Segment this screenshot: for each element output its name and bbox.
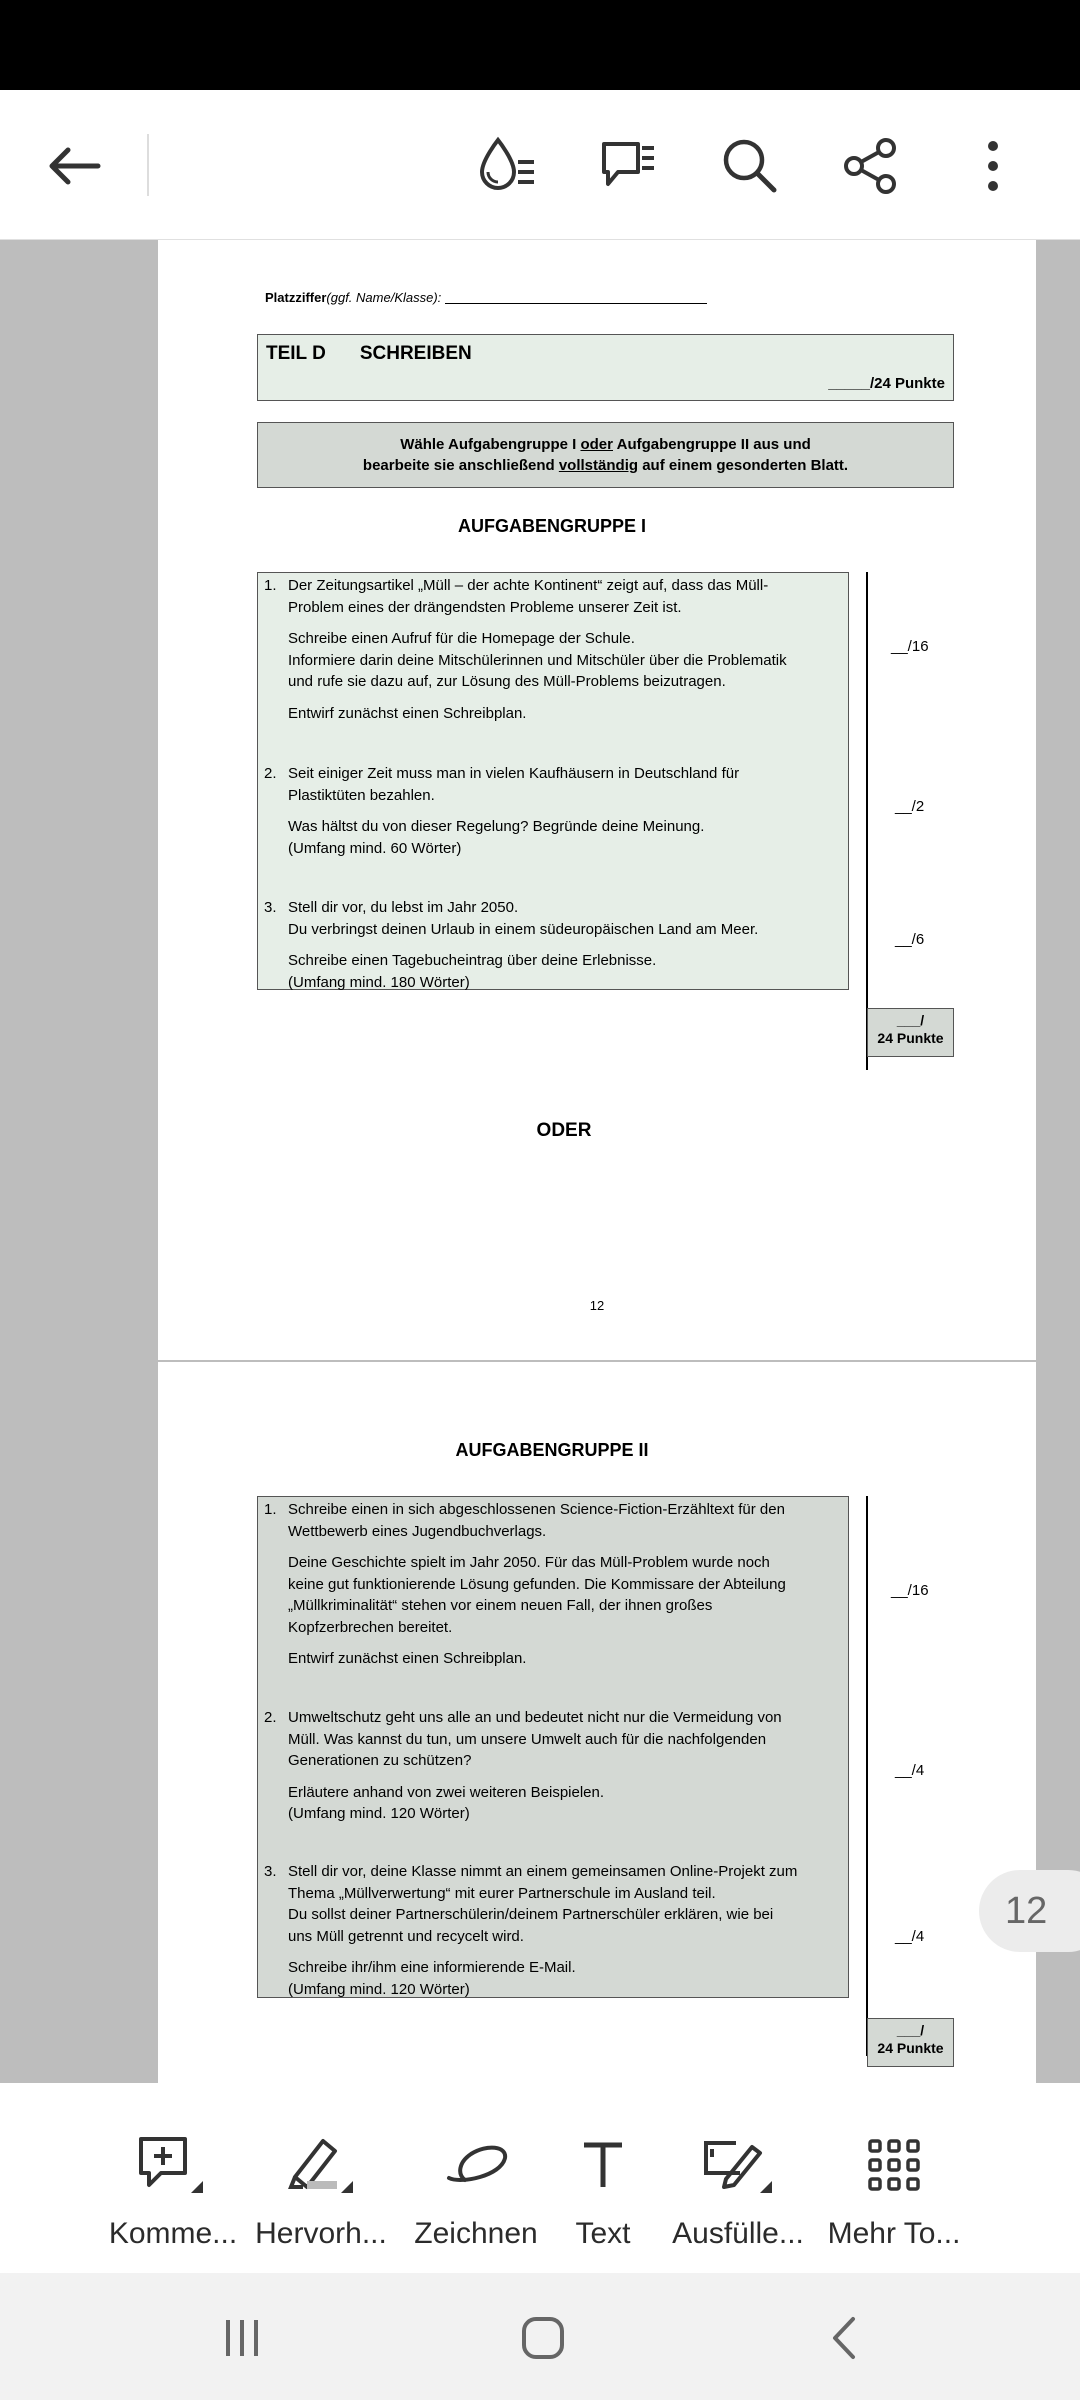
tool-text[interactable]: Text	[533, 2083, 673, 2273]
task-box	[257, 572, 849, 990]
add-comment-icon	[133, 2125, 213, 2205]
group-title: AUFGABENGRUPPE I	[457, 516, 646, 536]
task-item: 2. Umweltschutz geht uns alle an und bedeutet nicht nur die Vermeidung von Müll. Was kannst du tun, um unsere Umwelt auch für die nachfolgenden Generationen zu schützen? Erläutere anhand von zwei weiteren Beispielen. (Umfang mind. 120 Wörter)	[264, 1709, 782, 1822]
page-indicator[interactable]: 12	[979, 1870, 1080, 1952]
document-viewer[interactable]	[0, 240, 1080, 2083]
section-header-box	[257, 334, 954, 401]
recent-apps-icon[interactable]	[202, 2303, 282, 2373]
tool-fill-sign[interactable]: Ausfülle...	[668, 2083, 808, 2273]
task-score: __/16	[891, 1582, 929, 1599]
task-item: 1. Schreibe einen in sich abgeschlossenen Science-Fiction-Erzähltext für den Wettbewerb eines Jugendbuchverlags. Deine Geschichte spielt im Jahr 2050. Für das Müll-Problem wurde noch keine gut funktionierende Lösung gefunden. Die Kommissare der Abteilung „Müllkriminalität“ stehen vor einem neuen Fall, der ihnen großes Kopfzerbrechen bereitet. Entwirf zunächst einen Schreibplan.	[264, 1501, 786, 1667]
page-number: 12	[589, 1298, 605, 1313]
search-icon[interactable]	[712, 128, 788, 204]
home-icon[interactable]	[503, 2303, 583, 2373]
total-score-box: ___/ 24 Punkte	[867, 1008, 954, 1057]
share-icon[interactable]	[832, 128, 908, 204]
task-score: __/16	[891, 638, 929, 655]
comments-list-icon[interactable]	[590, 128, 666, 204]
task-item: 3. Stell dir vor, deine Klasse nimmt an einem gemeinsamen Online-Projekt zum Thema „Müllverwertung“ mit eurer Partnerschule im Ausland teil. Du sollst deiner Partnerschülerin/deinem Partnerschüler erklären, wie bei uns Müll getrennt und recycelt wird. Schreibe ihr/ihm eine informierende E-Mail. (Umfang mind. 120 Wörter)	[264, 1863, 798, 1998]
more-vertical-icon[interactable]	[955, 128, 1031, 204]
task-score: __/4	[895, 1928, 925, 1945]
highlighter-icon	[281, 2125, 361, 2205]
more-tools-grid-icon	[866, 2125, 922, 2205]
task-item: 2. Seit einiger Zeit muss man in vielen Kaufhäusern in Deutschland für Plastiktüten bezahlen. Was hältst du von dieser Regelung? Begründe deine Meinung. (Umfang mind. 60 Wörter)	[264, 765, 740, 857]
reading-mode-icon[interactable]	[470, 128, 546, 204]
score-column-line	[866, 572, 868, 1070]
platzziffer-line	[445, 303, 707, 304]
toolbar-divider	[147, 134, 149, 196]
text-icon	[578, 2125, 628, 2205]
tool-highlight[interactable]: Hervorh...	[251, 2083, 391, 2273]
instruction-box: Wähle Aufgabengruppe I oder Aufgabengruppe II aus und bearbeite sie anschließend vollständig auf einem gesonderten Blatt.	[257, 422, 954, 488]
task-score: __/2	[895, 798, 925, 815]
section-points: _____/24 Punkte	[828, 375, 945, 392]
fill-sign-icon	[696, 2125, 780, 2205]
score-column-line	[866, 1496, 868, 2056]
task-score: __/4	[895, 1762, 925, 1779]
platzziffer-label: Platzziffer	[265, 290, 327, 305]
status-bar	[0, 0, 1080, 90]
back-icon[interactable]	[804, 2303, 884, 2373]
oder-label: ODER	[536, 1120, 592, 1141]
tool-comment[interactable]: Komme...	[103, 2083, 243, 2273]
task-item: 1. Der Zeitungsartikel „Müll – der achte Kontinent“ zeigt auf, dass das Müll- Problem eines der drängendsten Probleme unserer Zeit ist. Schreibe einen Aufruf für die Homepage der Schule. Informiere darin deine Mitschülerinnen und Mitschüler über die Problematik und rufe sie dazu auf, zur Lösung des Müll-Problems beizutragen. Entwirf zunächst einen Schreibplan.	[264, 577, 787, 722]
tool-more-tools[interactable]: Mehr To...	[824, 2083, 964, 2273]
pdf-page	[158, 1362, 1036, 2083]
system-nav-bar	[0, 2273, 1080, 2400]
arrow-left-icon[interactable]	[36, 128, 112, 204]
pdf-page	[158, 240, 1036, 1360]
draw-icon	[441, 2125, 511, 2205]
group-title: AUFGABENGRUPPE II	[455, 1440, 649, 1460]
task-box	[257, 1496, 849, 1998]
tool-draw[interactable]: Zeichnen	[406, 2083, 546, 2273]
bottom-toolbar	[0, 2083, 1080, 2273]
task-score: __/6	[895, 931, 925, 948]
section-title: TEIL D SCHREIBEN	[266, 343, 472, 364]
top-toolbar	[0, 90, 1080, 240]
task-item: 3. Stell dir vor, du lebst im Jahr 2050. Du verbringst deinen Urlaub in einem südeuropäischen Land am Meer. Schreibe einen Tagebucheintrag über deine Erlebnisse. (Umfang mind. 180 Wörter)	[264, 899, 759, 991]
platzziffer-hint: (ggf. Name/Klasse):	[326, 290, 442, 305]
platzziffer-field	[265, 290, 707, 305]
total-score-box: ___/ 24 Punkte	[867, 2018, 954, 2067]
